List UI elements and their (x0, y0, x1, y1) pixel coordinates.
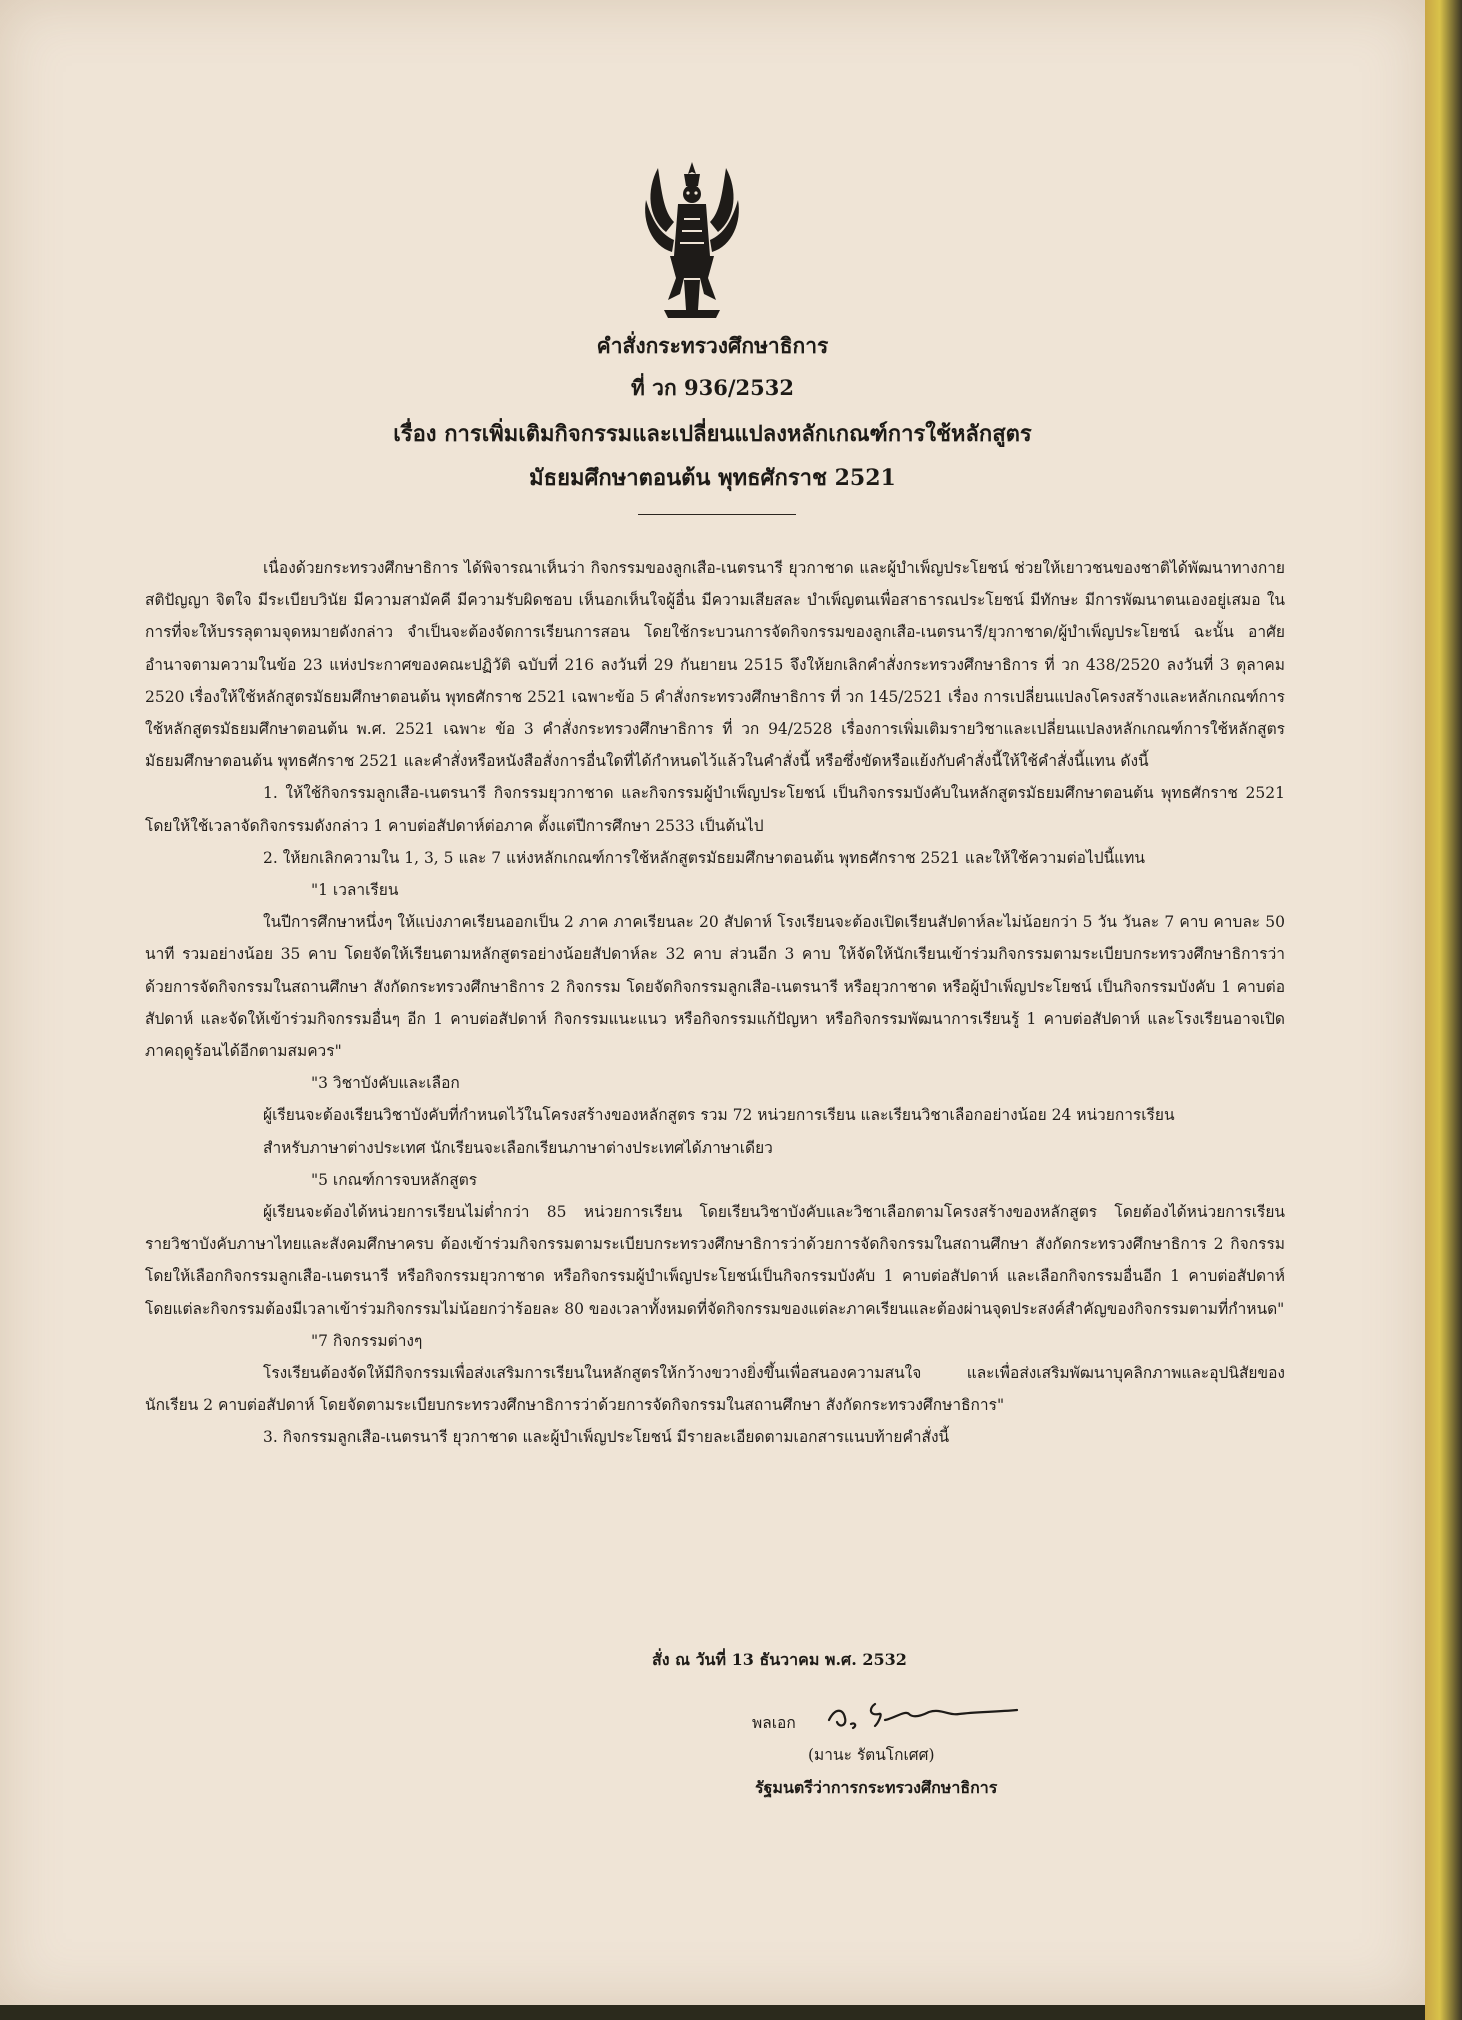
section-5-text: ผู้เรียนจะต้องได้หน่วยการเรียนไม่ต่ำกว่า 85 หน่วยการเรียน โดยเรียนวิชาบังคับและวิชาเลือกตามโครงสร้างของหลักสูตร โดยต้องได้หน่วยการเรียนรายวิชาบังคับภาษาไทยและสังคมศึกษาครบ ต้องเข้าร่วมกิจกรรมตามระเบียบกระทรวงศึกษาธิการว่าด้วยการจัดกิจกรรมในสถานศึกษา สังกัดกระทรวงศึกษาธิการ 2 กิจกรรม โดยให้เลือกกิจกรรมลูกเสือ-เนตรนารี หรือกิจกรรมยุวกาชาด หรือกิจกรรมผู้บำเพ็ญประโยชน์เป็นกิจกรรมบังคับ 1 คาบต่อสัปดาห์ และเลือกกิจกรรมอื่นอีก 1 คาบต่อสัปดาห์ โดยแต่ละกิจกรรมต้องมีเวลาเข้าร่วมกิจกรรมไม่น้อยกว่าร้อยละ 80 ของเวลาทั้งหมดที่จัดกิจกรรมของแต่ละภาคเรียนและต้องผ่านจุดประสงค์สำคัญของกิจกรรมตามที่กำหนด" (145, 1203, 1285, 1318)
order-subject-line-2: มัธยมศึกษาตอนต้น พุทธศักราช 2521 (529, 465, 896, 491)
clause-1: 1. ให้ใช้กิจกรรมลูกเสือ-เนตรนารี กิจกรรมยุวกาชาด และกิจกรรมผู้บำเพ็ญประโยชน์ เป็นกิจกรรมบังคับในหลักสูตรมัธยมศึกษาตอนต้น พุทธศักราช 2521 โดยให้ใช้เวลาจัดกิจกรรมดังกล่าว 1 คาบต่อสัปดาห์ต่อภาค ตั้งแต่ปีการศึกษา 2533 เป็นต้นไป (145, 784, 1285, 835)
binding-edge (1425, 0, 1462, 2020)
order-number: ที่ วก 936/2532 (631, 375, 794, 400)
signer-rank: พลเอก (752, 1714, 796, 1732)
signer-name: (มานะ รัตนโกเศศ) (808, 1746, 935, 1764)
order-body (145, 552, 1285, 1632)
order-date: สั่ง ณ วันที่ 13 ธันวาคม พ.ศ. 2532 (652, 1650, 907, 1669)
section-1-title: "1 เวลาเรียน (311, 881, 399, 900)
garuda-emblem-icon (640, 160, 744, 320)
section-5-title: "5 เกณฑ์การจบหลักสูตร (311, 1170, 478, 1189)
handwritten-signature-icon (825, 1690, 1020, 1735)
section-3-note: สำหรับภาษาต่างประเทศ นักเรียนจะเลือกเรียนภาษาต่างประเทศได้ภาษาเดียว (263, 1138, 773, 1157)
section-7-title: "7 กิจกรรมต่างๆ (311, 1331, 423, 1350)
clause-2: 2. ให้ยกเลิกความใน 1, 3, 5 และ 7 แห่งหลักเกณฑ์การใช้หลักสูตรมัธยมศึกษาตอนต้น พุทธศักราช 2521 และให้ใช้ความต่อไปนี้แทน (263, 848, 1145, 867)
preamble-paragraph: เนื่องด้วยกระทรวงศึกษาธิการ ได้พิจารณาเห็นว่า กิจกรรมของลูกเสือ-เนตรนารี ยุวกาชาด และผู้บำเพ็ญประโยชน์ ช่วยให้เยาวชนของชาติได้พัฒนาทางกาย สติปัญญา จิตใจ มีระเบียบวินัย มีความสามัคคี มีความรับผิดชอบ เห็นอกเห็นใจผู้อื่น มีความเสียสละ บำเพ็ญตนเพื่อสาธารณประโยชน์ มีทักษะ มีการพัฒนาตนเองอยู่เสมอ ในการที่จะให้บรรลุตามจุดหมายดังกล่าว จำเป็นจะต้องจัดการเรียนการสอน โดยใช้กระบวนการจัดกิจกรรมของลูกเสือ-เนตรนารี/ยุวกาชาด/ผู้บำเพ็ญประโยชน์ ฉะนั้น อาศัยอำนาจตามความในข้อ 23 แห่งประกาศของคณะปฏิวัติ ฉบับที่ 216 ลงวันที่ 29 กันยายน 2515 จึงให้ยกเลิกคำสั่งกระทรวงศึกษาธิการ ที่ วก 438/2520 ลงวันที่ 3 ตุลาคม 2520 เรื่องให้ใช้หลักสูตรมัธยมศึกษาตอนต้น พุทธศักราช 2521 เฉพาะข้อ 5 คำสั่งกระทรวงศึกษาธิการ ที่ วก 145/2521 เรื่อง การเปลี่ยนแปลงโครงสร้างและหลักเกณฑ์การใช้หลักสูตรมัธยมศึกษาตอนต้น พ.ศ. 2521 เฉพาะ ข้อ 3 คำสั่งกระทรวงศึกษาธิการ ที่ วก 94/2528 เรื่องการเพิ่มเติมรายวิชาและเปลี่ยนแปลงหลักเกณฑ์การใช้หลักสูตรมัธยมศึกษาตอนต้น พุทธศักราช 2521 และคำสั่งหรือหนังสือสั่งการอื่นใดที่ได้กำหนดไว้แล้วในคำสั่งนี้ หรือซึ่งขัดหรือแย้งกับคำสั่งนี้ให้ใช้คำสั่งนี้แทน ดังนี้ (145, 559, 1285, 771)
section-7-text: โรงเรียนต้องจัดให้มีกิจกรรมเพื่อส่งเสริมการเรียนในหลักสูตรให้กว้างขวางยิ่งขึ้นเพื่อสนองความสนใจ และเพื่อส่งเสริมพัฒนาบุคลิกภาพและอุปนิสัยของนักเรียน 2 คาบต่อสัปดาห์ โดยจัดตามระเบียบกระทรวงศึกษาธิการว่าด้วยการจัดกิจกรรมในสถานศึกษา สังกัดกระทรวงศึกษาธิการ" (145, 1364, 1285, 1415)
section-3-text: ผู้เรียนจะต้องเรียนวิชาบังคับที่กำหนดไว้ในโครงสร้างของหลักสูตร รวม 72 หน่วยการเรียน และเรียนวิชาเลือกอย่างน้อย 24 หน่วยการเรียน (263, 1106, 1175, 1125)
order-subject-line-1: เรื่อง การเพิ่มเติมกิจกรรมและเปลี่ยนแปลงหลักเกณฑ์การใช้หลักสูตร (393, 421, 1032, 447)
section-3-title: "3 วิชาบังคับและเลือก (311, 1074, 460, 1093)
heading-divider (638, 514, 796, 515)
section-1-text: ในปีการศึกษาหนึ่งๆ ให้แบ่งภาคเรียนออกเป็น 2 ภาค ภาคเรียนละ 20 สัปดาห์ โรงเรียนจะต้องเปิดเรียนสัปดาห์ละไม่น้อยกว่า 5 วัน วันละ 7 คาบ คาบละ 50 นาที รวมอย่างน้อย 35 คาบ โดยจัดให้เรียนตามหลักสูตรอย่างน้อยสัปดาห์ละ 32 คาบ ส่วนอีก 3 คาบ ให้จัดให้นักเรียนเข้าร่วมกิจกรรมตามระเบียบกระทรวงศึกษาธิการว่าด้วยการจัดกิจกรรมในสถานศึกษา สังกัดกระทรวงศึกษาธิการ 2 กิจกรรม โดยจัดกิจกรรมลูกเสือ-เนตรนารี หรือยุวกาชาด หรือผู้บำเพ็ญประโยชน์ เป็นกิจกรรมบังคับ 1 คาบต่อสัปดาห์ และจัดให้เข้าร่วมกิจกรรมอื่นๆ อีก 1 คาบต่อสัปดาห์ กิจกรรมแนะแนว หรือกิจกรรมแก้ปัญหา หรือกิจกรรมพัฒนาการเรียนรู้ 1 คาบต่อสัปดาห์ และโรงเรียนอาจเปิดภาคฤดูร้อนได้อีกตามสมควร" (145, 913, 1285, 1061)
clause-3: 3. กิจกรรมลูกเสือ-เนตรนารี ยุวกาชาด และผู้บำเพ็ญประโยชน์ มีรายละเอียดตามเอกสารแนบท้ายคำสั่งนี้ (263, 1428, 950, 1447)
signer-position: รัฐมนตรีว่าการกระทรวงศึกษาธิการ (755, 1778, 998, 1797)
order-title: คำสั่งกระทรวงศึกษาธิการ (596, 333, 829, 358)
